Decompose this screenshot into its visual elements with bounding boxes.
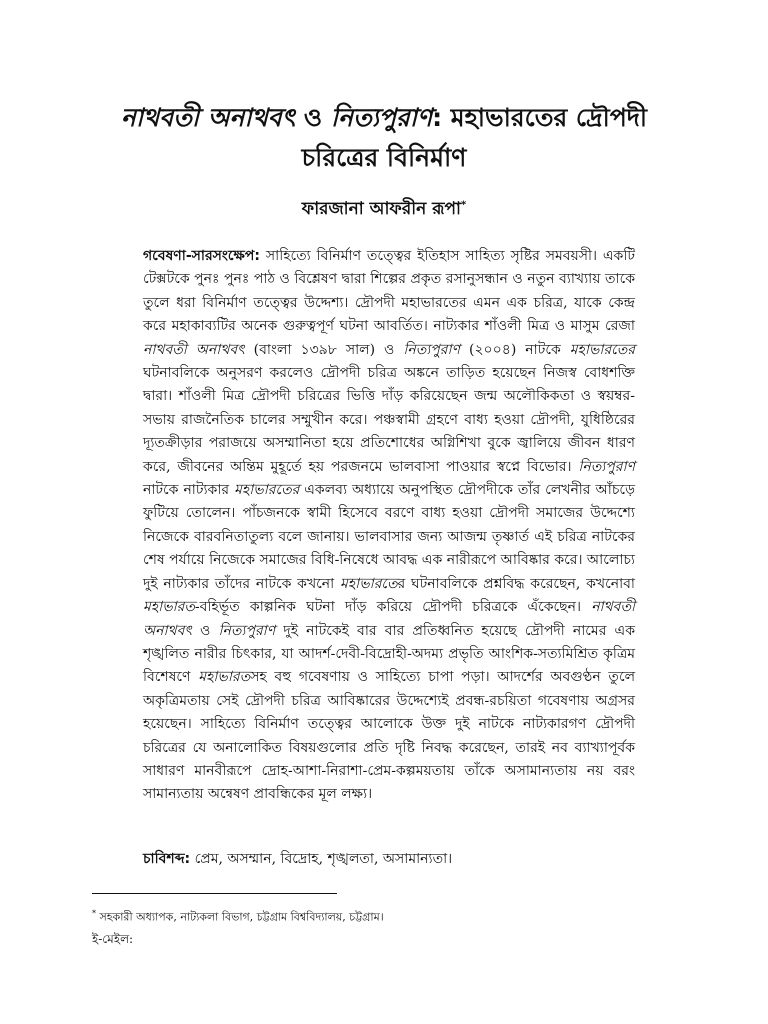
abstract-text: ও xyxy=(191,622,219,639)
abstract-italic: মহাভারতের xyxy=(234,482,300,499)
title-rest: : মহাভারতের দ্রৌপদী চরিত্রের বিনির্মাণ xyxy=(301,103,648,172)
abstract-italic: নাথবতী অনাথবৎ xyxy=(143,341,245,358)
title-italic-play-1: নাথবতী অনাথবৎ xyxy=(120,103,296,132)
footnote-divider xyxy=(92,893,337,894)
keywords-line xyxy=(143,848,635,870)
author-footnote-marker: * xyxy=(461,199,467,211)
footnote-marker: * xyxy=(92,909,96,918)
abstract-text: সহ বহু গবেষণায় ও সাহিত্যে চাপা পড়া। আদর্শের অবগুণ্ঠন তুলে অকৃত্রিমতায় সেই দ্রৌপদী চরিত্র আবিষ্কারের উদ্দেশ্যেই প্রবন্ধ-রচয়িতা গবেষণায় অগ্রসর হয়েছেন। সাহিত্যে বিনির্মাণ তত্ত্বের আলোকে উক্ত দুই নাটকে নাট্যকারগণ দ্রৌপদী চরিত্রের যে অনালোকিত বিষয়গুলোর প্রতি দৃষ্টি নিবদ্ধ করেছেন, তারই নব ব্যাখ্যাপূর্বক সাধারণ মানবীরূপে দ্রোহ-আশা-নিরাশা-প্রেম-কল্পময়তায় তাঁকে অসামান্যতায় নয় বরং সামান্যতায় অন্বেষণ প্রাবন্ধিকের মূল লক্ষ্য। xyxy=(143,669,635,803)
abstract-italic: মহাভারতে xyxy=(340,575,398,592)
abstract-italic: নিত্যপুরাণ xyxy=(218,622,276,639)
abstract-italic: নিত্যপুরাণ xyxy=(403,341,460,358)
keywords-text: প্রেম, অসম্মান, বিদ্রোহ, শৃঙ্খলতা, অসামান্যতা। xyxy=(190,851,453,867)
abstract-text: (২০০৪) নাটকে xyxy=(460,341,570,358)
article-title xyxy=(80,98,688,178)
abstract-italic: মহাভারত xyxy=(198,669,251,686)
abstract-text: ঘটনাবলিকে অনুসরণ করলেও দ্রৌপদী চরিত্র অঙ্কনে তাড়িত হয়েছেন নিজস্ব বোধশক্তি দ্বারা। শাঁওলী মিত্র দ্রৌপদী চরিত্রের ভিত্তি দাঁড় করিয়েছেন জন্ম অলৌকিকতা ও স্বয়ম্বর-সভায় রাজনৈতিক চালের সম্মুখীন করে। পঞ্চস্বামী গ্রহণে বাধ্য হওয়া দ্রৌপদী, যুধিষ্ঠিরের দ্যূতক্রীড়ার পরাজয়ে অসম্মানিতা হয়ে প্রতিশোধের অগ্নিশিখা বুকে জ্বালিয়ে জীবন ধারণ করে, জীবনের অন্তিম মুহূর্তে হয় পরজনমে ভালবাসা পাওয়ার স্বপ্নে বিভোর। xyxy=(143,365,635,475)
author-name: ফারজানা আফরীন রূপা xyxy=(301,199,461,219)
footnote-affiliation: সহকারী অধ্যাপক, নাট্যকলা বিভাগ, চট্টগ্রাম বিশ্ববিদ্যালয়, চট্টগ্রাম। xyxy=(96,910,384,924)
title-italic-play-2: নিত্যপুরাণ xyxy=(330,103,433,132)
abstract-text: -বহির্ভূত কাল্পনিক ঘটনা দাঁড় করিয়ে দ্রৌপদী চরিত্রকে এঁকেছেন। xyxy=(194,599,592,616)
abstract-italic: নিত্যপুরাণ xyxy=(578,458,635,475)
abstract-text: নাটকে নাট্যকার xyxy=(143,482,235,499)
abstract-text: একলব্য অধ্যায়ে অনুপস্থিত দ্রৌপদীকে তাঁর লেখনীর আঁচড়ে ফুটিয়ে তোলেন। পাঁচজনকে স্বামী হিসেবে বরণে বাধ্য হওয়া দ্রৌপদী সমাজের উদ্দেশ্যে নিজেকে বারবনিতাতুল্য বলে জানায়। ভালবাসার জন্য আজন্ম তৃষ্ণার্ত এই চরিত্র নাটকের শেষ পর্যায়ে নিজেকে সমাজের বিধি-নিষেধে আবদ্ধ এক নারীরূপে আবিষ্কার করে। আলোচ্য দুই নাট্যকার তাঁদের নাটকে কখনো xyxy=(143,482,635,592)
title-connector: ও xyxy=(295,103,331,132)
abstract-paragraph xyxy=(143,245,635,807)
abstract-text: (বাংলা ১৩৯৮ সাল) ও xyxy=(244,341,404,358)
author-line xyxy=(80,196,688,224)
abstract-italic: নাথবতী অনাথবৎ xyxy=(143,599,635,639)
abstract-text: দুই নাটকেই বার বার প্রতিধ্বনিত হয়েছে দ্রৌপদী নামের এক শৃঙ্খলিত নারীর চিৎকার, যা আদর্শ-দেবী-বিদ্রোহী-অদম্য প্রভৃতি আংশিক-সত্যমিশ্রিত কৃত্রিম বিশেষণে xyxy=(143,622,635,686)
abstract-lead: গবেষণা-সারসংক্ষেপ: xyxy=(143,248,261,264)
abstract-italic: মহাভারত xyxy=(143,599,195,616)
abstract-text: সাহিত্যে বিনির্মাণ তত্ত্বের ইতিহাস সাহিত্য সৃষ্টির সমবয়সী। একটি টেক্সটকে পুনঃ পুনঃ পাঠ ও বিশ্লেষণ দ্বারা শিল্পের প্রকৃত রসানুসন্ধান ও নতুন ব্যাখ্যায় তাকে তুলে ধরা বিনির্মাণ তত্ত্বের উদ্দেশ্য। দ্রৌপদী মহাভারতের এমন এক চরিত্র, যাকে কেন্দ্র করে মহাকাব্যটির অনেক গুরুত্বপূর্ণ ঘটনা আবর্তিত। নাট্যকার শাঁওলী মিত্র ও মাসুম রেজা xyxy=(143,248,635,335)
footnote-email-label: ই-মেইল: xyxy=(92,931,134,946)
footnote xyxy=(92,905,652,948)
keywords-lead: চাবিশব্দ: xyxy=(143,851,191,867)
abstract-text: র ঘটনাবলিকে প্রশ্নবিদ্ধ করেছেন, কখনোবা xyxy=(397,575,635,592)
abstract-italic: মহাভারতের xyxy=(569,341,635,358)
